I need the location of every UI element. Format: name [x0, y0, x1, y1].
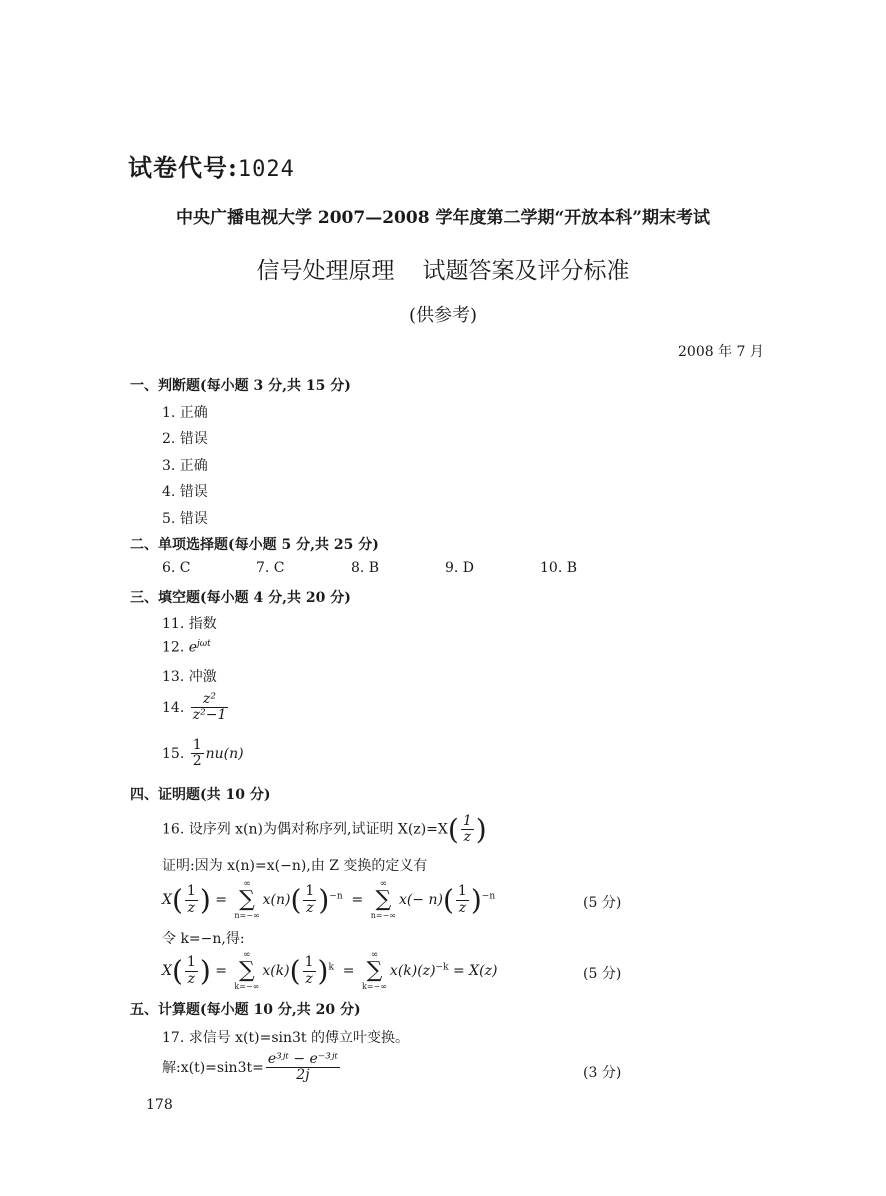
- exam-date: 2008 年 7 月: [678, 344, 764, 360]
- exam-title: 中央广播电视大学 2007—2008 学年度第二学期“开放本科”期末考试: [175, 208, 711, 228]
- fraction: $\frac{\text{e³ʲᵗ − e⁻³ʲᵗ}}{2j}$: [267, 1051, 338, 1084]
- proof-line-2: 令 k=−n,得:: [162, 931, 245, 947]
- proof-line-1: 证明:因为 x(n)=x(−n),由 Z 变换的定义有: [162, 858, 428, 874]
- answer-subtitle: 试题答案及评分标准: [422, 258, 630, 284]
- section-choice: 二、单项选择题(每小题 5 分,共 25 分): [130, 537, 379, 553]
- fill-answer-11: 11. 指数: [162, 616, 217, 632]
- exp-power: jωt: [197, 639, 211, 649]
- fraction: $\frac{\text{z²}}{\text{z²−1}}$: [192, 691, 227, 724]
- proof-equation-1: X( $\frac{1}{z}$ ) = ∞ ∑ n=−∞ x(n)( $\frac{1}{z}$ )$^{-n}$ = ∞ ∑ n=−∞ x(− n)( $\frac{1}{z}$ )$^{-n}$: [162, 879, 496, 920]
- fill-answer-13: 13. 冲激: [162, 669, 217, 685]
- choice-answer-8: 8. B: [351, 560, 380, 576]
- summation-sign: ∞ ∑ n=−∞: [370, 879, 396, 920]
- section-judge: 一、判断题(每小题 3 分,共 15 分): [130, 378, 351, 394]
- proof-question-16: 16. 设序列 x(n)为偶对称序列,试证明 X(z)=X( $\frac{1}{z}$ ): [162, 812, 487, 846]
- exam-code-number: 1024: [237, 157, 295, 182]
- section-proof: 四、证明题(共 10 分): [130, 787, 271, 803]
- choice-answer-7: 7. C: [256, 560, 285, 576]
- calc-solution: 解:x(t)=sin3t= $\frac{\text{e³ʲᵗ − e⁻³ʲᵗ}}{2j}$: [162, 1051, 338, 1084]
- score-calc: (3 分): [583, 1065, 622, 1081]
- judge-answer-1: 1. 正确: [162, 405, 208, 421]
- fraction: $\frac{1}{z}$: [305, 883, 315, 916]
- course-name: 信号处理原理: [256, 258, 395, 284]
- summation-sign: ∞ ∑ k=−∞: [234, 950, 260, 991]
- fraction: $\frac{1}{z}$: [462, 812, 472, 845]
- fraction: $\frac{1}{2}$: [192, 737, 202, 770]
- section-fill: 三、填空题(每小题 4 分,共 20 分): [130, 590, 351, 606]
- summation-sign: ∞ ∑ n=−∞: [234, 879, 260, 920]
- choice-answer-6: 6. C: [162, 560, 191, 576]
- calc-question-17: 17. 求信号 x(t)=sin3t 的傅立叶变换。: [162, 1030, 410, 1046]
- choice-answer-10: 10. B: [540, 560, 578, 576]
- proof-equation-2: X( $\frac{1}{z}$ ) = ∞ ∑ k=−∞ x(k)( $\frac{1}{z}$ )$^k$ = ∞ ∑ k=−∞ $x(k)(z)^{-k} = X(z)$: [162, 950, 498, 991]
- exam-code: [128, 148, 295, 183]
- score-eq1: (5 分): [583, 895, 622, 911]
- fraction: $\frac{1}{z}$: [304, 954, 314, 987]
- fill-answer-14: 14. $\frac{\text{z²}}{\text{z²−1}}$: [162, 691, 227, 724]
- course-title: [0, 252, 886, 285]
- judge-answer-4: 4. 错误: [162, 484, 208, 500]
- choice-answer-9: 9. D: [445, 560, 475, 576]
- judge-answer-5: 5. 错误: [162, 511, 208, 527]
- fill-answer-15: 15. $\frac{1}{2}$ nu(n): [162, 737, 244, 770]
- fraction: $\frac{1}{z}$: [457, 883, 467, 916]
- section-calc: 五、计算题(每小题 10 分,共 20 分): [130, 1002, 361, 1018]
- fill-answer-12: 12. $e^{j\omega t}$: [162, 639, 211, 656]
- judge-answer-3: 3. 正确: [162, 458, 208, 474]
- summation-sign: ∞ ∑ k=−∞: [362, 950, 387, 991]
- page-number: 178: [146, 1097, 173, 1113]
- score-eq2: (5 分): [583, 966, 622, 982]
- exp-base: e: [188, 639, 198, 656]
- reference-note: (供参考): [408, 305, 478, 326]
- exam-code-label: 试卷代号:: [128, 153, 238, 182]
- fraction: $\frac{1}{z}$: [186, 883, 196, 916]
- fraction: $\frac{1}{z}$: [186, 954, 196, 987]
- judge-answer-2: 2. 错误: [162, 431, 208, 447]
